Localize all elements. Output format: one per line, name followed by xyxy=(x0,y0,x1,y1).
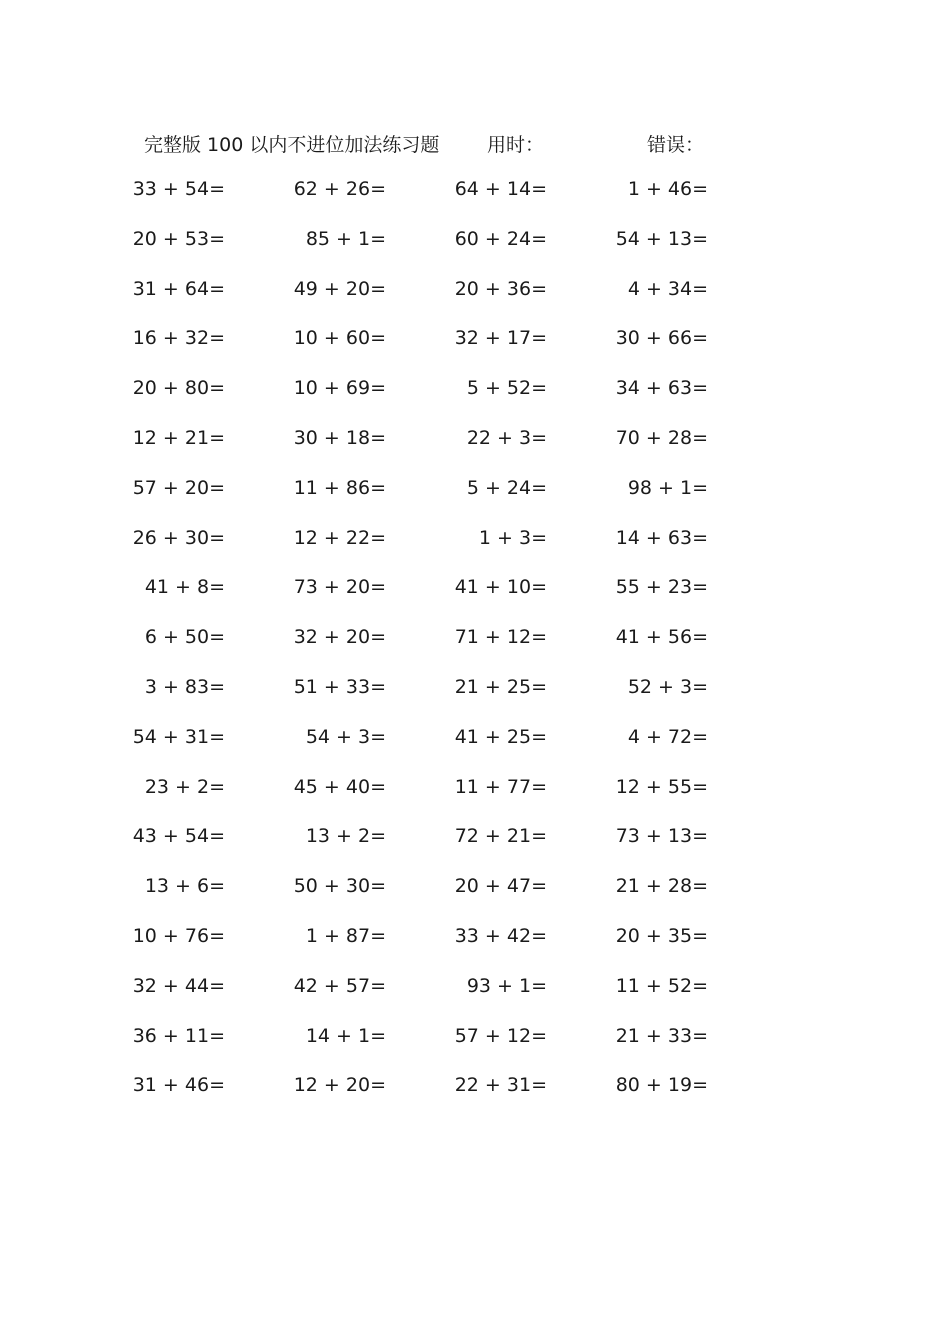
problem-item: 51 + 33= xyxy=(293,675,386,698)
problem-item: 71 + 12= xyxy=(454,626,547,649)
problem-item: 20 + 80= xyxy=(132,377,225,400)
problem-item: 32 + 44= xyxy=(132,974,225,997)
problem-item: 3 + 83= xyxy=(144,675,225,698)
problem-item: 21 + 25= xyxy=(454,675,547,698)
problem-item: 6 + 50= xyxy=(144,626,225,649)
problem-item: 41 + 10= xyxy=(454,576,547,599)
problem-item: 21 + 33= xyxy=(615,1024,708,1047)
problem-row xyxy=(0,620,950,670)
problem-row xyxy=(0,720,950,770)
problem-item: 41 + 25= xyxy=(454,725,547,748)
problem-item: 13 + 2= xyxy=(305,825,386,848)
problem-item: 12 + 55= xyxy=(615,775,708,798)
problem-item: 20 + 47= xyxy=(454,875,547,898)
problem-item: 41 + 8= xyxy=(144,576,225,599)
problem-item: 54 + 13= xyxy=(615,227,708,250)
problem-row xyxy=(0,371,950,421)
problem-item: 54 + 3= xyxy=(305,725,386,748)
problem-item: 12 + 21= xyxy=(132,426,225,449)
problem-item: 30 + 66= xyxy=(615,327,708,350)
problem-row xyxy=(0,172,950,222)
problem-item: 98 + 1= xyxy=(627,476,708,499)
problem-row xyxy=(0,670,950,720)
problem-item: 85 + 1= xyxy=(305,227,386,250)
problem-item: 12 + 22= xyxy=(293,526,386,549)
problem-item: 4 + 72= xyxy=(627,725,708,748)
problem-item: 26 + 30= xyxy=(132,526,225,549)
problem-row xyxy=(0,1019,950,1069)
problem-item: 73 + 20= xyxy=(293,576,386,599)
problem-item: 16 + 32= xyxy=(132,327,225,350)
problem-item: 31 + 46= xyxy=(132,1074,225,1097)
problem-item: 22 + 31= xyxy=(454,1074,547,1097)
problem-item: 12 + 20= xyxy=(293,1074,386,1097)
problem-item: 14 + 1= xyxy=(305,1024,386,1047)
problem-item: 1 + 87= xyxy=(305,924,386,947)
problem-item: 10 + 69= xyxy=(293,377,386,400)
problem-item: 34 + 63= xyxy=(615,377,708,400)
problem-item: 62 + 26= xyxy=(293,178,386,200)
problem-item: 11 + 86= xyxy=(293,476,386,499)
problem-item: 20 + 53= xyxy=(132,227,225,250)
problem-item: 52 + 3= xyxy=(627,675,708,698)
problem-item: 20 + 36= xyxy=(454,277,547,300)
worksheet-header xyxy=(0,126,950,158)
problem-item: 41 + 56= xyxy=(615,626,708,649)
problem-item: 30 + 18= xyxy=(293,426,386,449)
problem-item: 10 + 60= xyxy=(293,327,386,350)
problem-item: 57 + 12= xyxy=(454,1024,547,1047)
errors-label: 错误： xyxy=(647,134,705,156)
problem-item: 11 + 77= xyxy=(454,775,547,798)
problem-item: 11 + 52= xyxy=(615,974,708,997)
problem-row xyxy=(0,222,950,272)
problem-item: 23 + 2= xyxy=(144,775,225,798)
problem-item: 49 + 20= xyxy=(293,277,386,300)
problem-row xyxy=(0,869,950,919)
problem-item: 36 + 11= xyxy=(132,1024,225,1047)
problem-row xyxy=(0,321,950,371)
problem-item: 42 + 57= xyxy=(293,974,386,997)
problem-item: 1 + 46= xyxy=(627,178,708,200)
problem-row xyxy=(0,1068,950,1118)
problem-item: 20 + 35= xyxy=(615,924,708,947)
problem-item: 64 + 14= xyxy=(454,178,547,200)
problem-row xyxy=(0,819,950,869)
problem-item: 32 + 17= xyxy=(454,327,547,350)
time-label: 用时： xyxy=(487,134,545,156)
problem-item: 73 + 13= xyxy=(615,825,708,848)
problem-item: 10 + 76= xyxy=(132,924,225,947)
problem-item: 33 + 42= xyxy=(454,924,547,947)
problem-item: 5 + 52= xyxy=(466,377,547,400)
problem-row xyxy=(0,471,950,521)
problem-item: 5 + 24= xyxy=(466,476,547,499)
problem-item: 70 + 28= xyxy=(615,426,708,449)
problem-item: 50 + 30= xyxy=(293,875,386,898)
problem-item: 54 + 31= xyxy=(132,725,225,748)
problem-item: 1 + 3= xyxy=(478,526,547,549)
problem-item: 80 + 19= xyxy=(615,1074,708,1097)
problem-item: 14 + 63= xyxy=(615,526,708,549)
problem-row xyxy=(0,521,950,571)
problem-row xyxy=(0,770,950,820)
problem-row xyxy=(0,919,950,969)
problem-item: 45 + 40= xyxy=(293,775,386,798)
problem-item: 21 + 28= xyxy=(615,875,708,898)
problem-row xyxy=(0,570,950,620)
problem-item: 60 + 24= xyxy=(454,227,547,250)
problem-item: 33 + 54= xyxy=(132,178,225,200)
problem-item: 57 + 20= xyxy=(132,476,225,499)
problem-row xyxy=(0,272,950,322)
worksheet-title: 完整版 100 以内不进位加法练习题 xyxy=(144,134,440,156)
problem-row xyxy=(0,969,950,1019)
problem-item: 32 + 20= xyxy=(293,626,386,649)
problem-item: 43 + 54= xyxy=(132,825,225,848)
problem-row xyxy=(0,421,950,471)
problem-item: 72 + 21= xyxy=(454,825,547,848)
problem-item: 31 + 64= xyxy=(132,277,225,300)
problem-item: 22 + 3= xyxy=(466,426,547,449)
problem-item: 13 + 6= xyxy=(144,875,225,898)
problem-item: 55 + 23= xyxy=(615,576,708,599)
problem-item: 93 + 1= xyxy=(466,974,547,997)
problem-item: 4 + 34= xyxy=(627,277,708,300)
problem-grid xyxy=(0,172,950,1118)
